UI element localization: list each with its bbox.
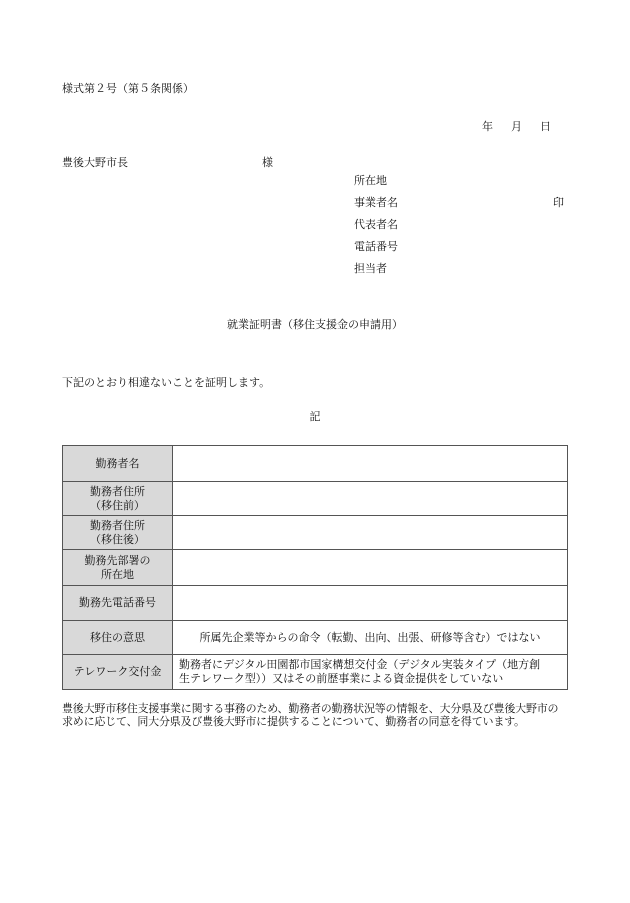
- workplace-phone-field[interactable]: [173, 586, 568, 621]
- table-row: [63, 516, 568, 550]
- applicant-phone-label: 電話番号: [354, 240, 398, 253]
- row-label: [63, 655, 173, 690]
- applicant-representative-label: 代表者名: [354, 218, 398, 231]
- row-label-line1: 勤務者名: [95, 456, 140, 470]
- row-label-line1: 勤務者住所: [90, 518, 145, 532]
- form-number: 様式第２号（第５条関係）: [62, 82, 194, 95]
- row-label: [63, 621, 173, 655]
- row-label-line2: 所在地: [101, 567, 134, 581]
- ki-heading: 記: [309, 410, 321, 423]
- document-title: 就業証明書（移住支援金の申請用）: [227, 318, 403, 331]
- date-year: 年: [482, 120, 493, 133]
- relocation-intent-value: [173, 621, 568, 655]
- row-label-line1: 勤務先部署の: [84, 553, 151, 567]
- address-before-field[interactable]: [173, 482, 568, 516]
- date-line: [482, 120, 551, 134]
- seal-mark: 印: [553, 196, 564, 209]
- employment-info-table: [62, 445, 568, 690]
- date-month: 月: [511, 120, 522, 133]
- row-label: [63, 550, 173, 586]
- row-label-line1: テレワーク交付金: [73, 665, 162, 678]
- applicant-address-label: 所在地: [354, 174, 387, 187]
- row-label-line1: 勤務者住所: [90, 484, 145, 498]
- address-after-field[interactable]: [173, 516, 568, 550]
- relocation-intent-text: 所属先企業等からの命令（転勤、出向、出張、研修等含む）ではない: [199, 630, 541, 644]
- table-row: [63, 621, 568, 655]
- row-label-line2: （移住前）: [90, 498, 145, 512]
- table-row: [63, 550, 568, 586]
- telework-grant-text-line2: 生テレワーク型））又はその前歴事業による資金提供をしていない: [179, 672, 504, 685]
- row-label-line1: 移住の意思: [90, 630, 145, 644]
- table-row: [63, 655, 568, 690]
- table-row: [63, 446, 568, 482]
- row-label: [63, 586, 173, 621]
- applicant-contact-person-label: 担当者: [354, 262, 387, 275]
- certify-text: 下記のとおり相違ないことを証明します。: [62, 376, 271, 389]
- department-location-field[interactable]: [173, 550, 568, 586]
- consent-note: 豊後大野市移住支援事業に関する事務のため、勤務者の勤務状況等の情報を、大分県及び豊後大野市の求めに応じて、同大分県及び豊後大野市に提供することについて、勤務者の同意を得ています。: [62, 702, 559, 728]
- table-row: [63, 482, 568, 516]
- telework-grant-text-line1: 勤務者にデジタル田園都市国家構想交付金（デジタル実装タイプ（地方創: [179, 658, 541, 671]
- applicant-business-name-label: 事業者名: [354, 196, 398, 209]
- row-label-line2: （移住後）: [90, 532, 145, 546]
- employee-name-field[interactable]: [173, 446, 568, 482]
- row-label: [63, 482, 173, 516]
- addressee-honorific: 様: [262, 156, 273, 169]
- row-label-line1: 勤務先電話番号: [79, 596, 156, 609]
- row-label: [63, 516, 173, 550]
- date-day: 日: [540, 120, 551, 133]
- row-label: [63, 446, 173, 482]
- table-row: [63, 586, 568, 621]
- telework-grant-value: [173, 655, 568, 690]
- addressee-name: 豊後大野市長: [62, 156, 128, 169]
